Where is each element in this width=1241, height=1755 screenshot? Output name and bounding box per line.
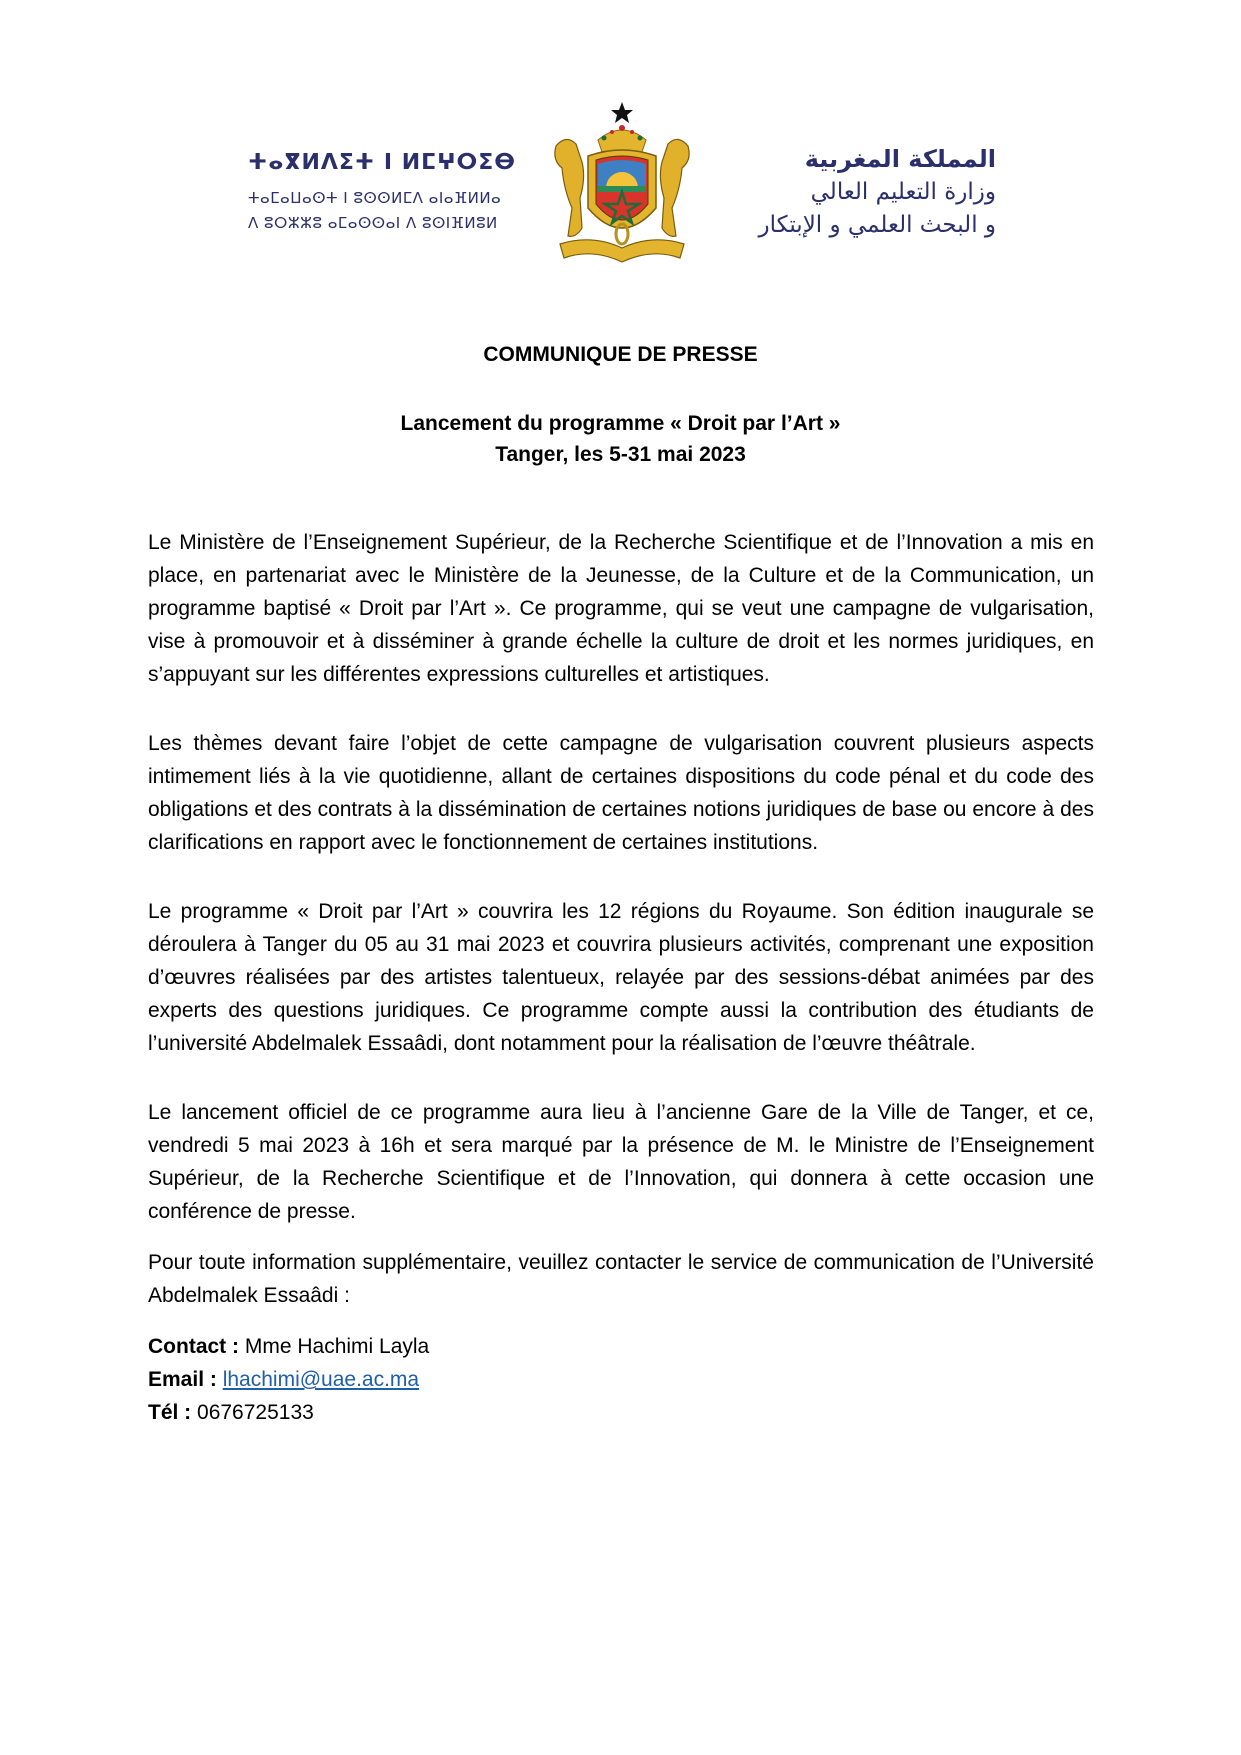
paragraph-themes: Les thèmes devant faire l’objet de cette campagne de vulgarisation couvrent plusieurs aspects intimement liés à la vie quotidienne, allant de certaines dispositions du code pénal et du code des obligations et des contrats à la dissémination de certaines notions juridiques de base ou encore à des clarifications en rapport avec le fonctionnement de certaines institutions. [148, 732, 1094, 854]
contact-name: Mme Hachimi Layla [244, 1335, 430, 1358]
paragraph-program: Le programme « Droit par l’Art » couvrira les 12 régions du Royaume. Son édition inaugurale se déroulera à Tanger du 05 au 31 mai 2023 et couvrira plusieurs activités, comprenant une exposition d’œuvres réalisées par des artistes talentueux, relayée par des sessions-débat animées par des experts des questions juridiques. Ce programme compte aussi la contribution des étudiants de l’université Abdelmalek Essaâdi, dont notamment pour la réalisation de l’œuvre théâtrale. [148, 900, 1094, 1055]
document-heading: COMMUNIQUE DE PRESSE [483, 343, 758, 366]
ministry-name-tifinagh-line1: ⵜⴰⵎⴰⵡⴰⵙⵜ ⵏ ⵓⵙⵙⵍⵎⴷ ⴰⵏⴰⴼⵍⵍⴰ [248, 189, 502, 207]
email-line [148, 1363, 1094, 1396]
ministry-header-arabic [716, 142, 996, 242]
ministry-name-arabic-line1: وزارة التعليم العالي [810, 179, 996, 205]
ministry-name-tifinagh-line2: ⴷ ⵓⵔⵣⵣⵓ ⴰⵎⴰⵙⵙⴰⵏ ⴷ ⵓⵙⵏⴼⵍⵓⵍ [248, 214, 498, 232]
contact-block [148, 1330, 1094, 1429]
ministry-header-tifinagh [248, 148, 528, 236]
contact-line [148, 1330, 1094, 1363]
contact-label: Contact : [148, 1335, 239, 1358]
phone-label: Tél : [148, 1401, 192, 1424]
document-subtitle: Lancement du programme « Droit par l’Art » [400, 412, 841, 435]
ministry-name-arabic-line2: و البحث العلمي و الإبتكار [758, 212, 996, 238]
document-body [148, 526, 1094, 1429]
paragraph-intro: Le Ministère de l’Enseignement Supérieur, de la Recherche Scientifique et de l’Innovation a mis en place, en partenariat avec le Ministère de la Jeunesse, de la Culture et de la Communication, un programme baptisé « Droit par l’Art ». Ce programme, qui se veut une campagne de vulgarisation, vise à promouvoir et à disséminer à grande échelle la culture de droit et les normes juridiques, en s’appuyant sur les différentes expressions culturelles et artistiques. [148, 531, 1094, 686]
kingdom-name-arabic: المملكة المغربية [804, 145, 996, 173]
email-label: Email : [148, 1368, 217, 1391]
paragraph-launch: Le lancement officiel de ce programme aura lieu à l’ancienne Gare de la Ville de Tanger, et ce, vendredi 5 mai 2023 à 16h et sera marqué par la présence de M. le Ministre de l’Enseignement Supérieur, de la Recherche Scientifique et de l’Innovation, qui donnera à cette occasion une conférence de presse. [148, 1101, 1094, 1223]
paragraph-info: Pour toute information supplémentaire, veuillez contacter le service de communication de l’Université Abdelmalek Essaâdi : [148, 1251, 1094, 1307]
document-location-date: Tanger, les 5-31 mai 2023 [495, 443, 746, 466]
kingdom-name-tifinagh: ⵜⴰⴳⵍⴷⵉⵜ ⵏ ⵍⵎⵖⵔⵉⴱ [248, 150, 517, 175]
phone-number: 0676725133 [197, 1401, 314, 1424]
email-link[interactable]: lhachimi@uae.ac.ma [222, 1368, 420, 1391]
coat-of-arms-icon [542, 98, 702, 270]
phone-line [148, 1396, 1094, 1429]
